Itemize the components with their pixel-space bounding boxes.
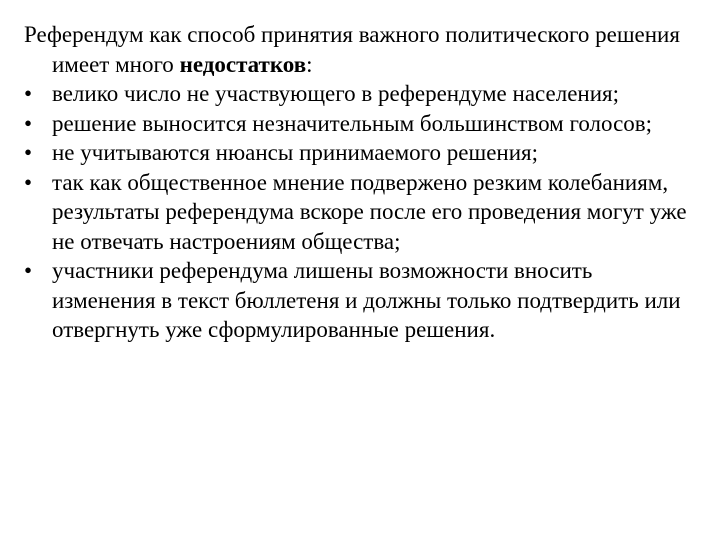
list-item-text: решение выносится незначительным большинством голосов; [52,110,653,136]
intro-colon: : [306,51,313,77]
list-item-text: велико число не участвующего в референдуме населения; [52,81,620,106]
slide-body [24,20,700,345]
bullet-icon: • [24,81,33,106]
list-item [24,168,700,257]
disadvantages-list [24,79,700,345]
bullet-icon: • [24,169,33,195]
bullet-icon: • [24,140,33,165]
list-item [24,79,700,109]
list-item-text: так как общественное мнение подвержено резким колебаниям, результаты референдума вскоре после его проведения могут уже не отвечать настроениям общества; [52,169,687,254]
bullet-icon: • [24,258,33,283]
list-item [24,138,700,168]
intro-paragraph [24,20,700,79]
list-item-text: участники референдума лишены возможности вносить изменения в текст бюллетеня и должны только подтвердить или отвергнуть уже сформулированные решения. [52,258,681,342]
bullet-icon: • [24,110,33,136]
list-item [24,109,700,139]
list-item [24,256,700,345]
intro-text: Референдум как способ принятия важного политического решения имеет много [24,22,680,77]
list-item-text: не учитываются нюансы принимаемого решения; [52,140,539,165]
intro-bold-word: недостатков [179,51,307,77]
